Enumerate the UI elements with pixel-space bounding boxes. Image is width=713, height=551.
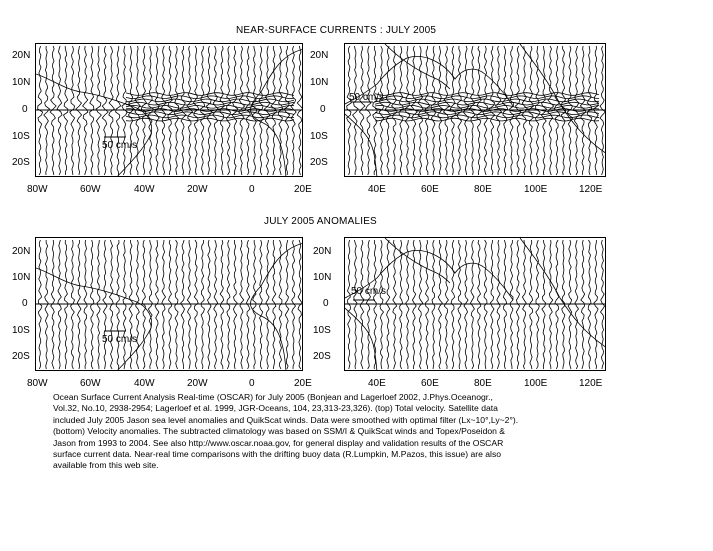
current-vector-stroke xyxy=(122,46,128,175)
current-vector-stroke xyxy=(536,240,540,369)
current-vector-stroke xyxy=(496,46,502,175)
current-vector-stroke xyxy=(418,46,423,175)
current-vector-stroke xyxy=(240,240,244,369)
current-vector-stroke xyxy=(497,240,500,369)
current-vector-stroke xyxy=(76,46,82,175)
current-vector-stroke xyxy=(109,46,115,175)
current-vector-stroke xyxy=(463,46,469,175)
lon-label: 40E xyxy=(368,378,386,389)
current-vector-stroke xyxy=(84,240,87,369)
current-vector-stroke xyxy=(588,240,591,369)
current-vector-stroke xyxy=(587,46,592,175)
current-vector-stroke xyxy=(247,240,250,369)
current-vector-stroke xyxy=(208,240,212,369)
current-vector-stroke xyxy=(38,46,43,175)
current-vector-stroke xyxy=(347,46,352,175)
lat-label: 20S xyxy=(12,157,30,168)
current-vector-stroke xyxy=(64,46,68,175)
lat-label: 20S xyxy=(313,351,331,362)
scale-label: 50 cm/s xyxy=(349,92,385,103)
current-vector-stroke xyxy=(601,240,605,369)
caption-line: surface current data. Near-real time comparisons with the drifting buoy data (R.Lumpkin, M.Pazos, this issue) are also xyxy=(53,449,502,460)
current-vector-stroke xyxy=(227,240,230,369)
current-vector-stroke xyxy=(90,46,94,175)
lat-label: 20N xyxy=(12,246,31,257)
current-vector-stroke xyxy=(444,240,448,369)
current-vector-stroke xyxy=(70,46,75,175)
lon-label: 60W xyxy=(80,378,101,389)
lon-label: 60E xyxy=(421,378,439,389)
current-vector-stroke xyxy=(575,240,579,369)
caption-line: available from this web site. xyxy=(53,460,159,471)
current-vector-stroke xyxy=(555,240,559,369)
current-vector-stroke xyxy=(128,46,134,175)
panel-top-atlantic xyxy=(35,43,303,177)
current-vector-stroke xyxy=(193,46,199,175)
caption-line: Vol.32, No.10, 2938-2954; Lagerloef et al. 1999, JGR-Oceans, 104, 23,313-23,326). (top) Total velocity. Satellite data xyxy=(53,403,498,414)
current-vector-stroke xyxy=(194,240,198,369)
current-vector-stroke xyxy=(450,46,455,175)
lon-label: 80W xyxy=(27,184,48,195)
vector-field xyxy=(36,238,303,371)
current-vector-stroke xyxy=(169,240,172,369)
current-vector-stroke xyxy=(102,46,108,175)
vector-field xyxy=(345,44,606,177)
current-vector-stroke xyxy=(529,46,534,175)
current-vector-stroke xyxy=(83,46,88,175)
lon-label: 80E xyxy=(474,184,492,195)
current-vector-stroke xyxy=(594,240,598,369)
current-vector-stroke xyxy=(471,240,475,369)
current-vector-stroke xyxy=(187,240,191,369)
current-vector-stroke xyxy=(126,93,294,96)
lon-label: 20W xyxy=(187,184,208,195)
panel-bottom-atlantic xyxy=(35,237,303,371)
lat-label: 20N xyxy=(313,246,332,257)
current-vector-stroke xyxy=(126,105,294,108)
current-vector-stroke xyxy=(568,240,572,369)
current-vector-stroke xyxy=(97,240,100,369)
lat-label: 0 xyxy=(323,298,329,309)
current-vector-stroke xyxy=(373,46,377,175)
current-vector-stroke xyxy=(96,46,101,175)
current-vector-stroke xyxy=(109,240,113,369)
current-vector-stroke xyxy=(162,240,166,369)
current-vector-stroke xyxy=(38,240,42,369)
current-vector-stroke xyxy=(432,240,435,369)
lon-label: 40E xyxy=(368,184,386,195)
current-vector-stroke xyxy=(103,240,107,369)
current-vector-stroke xyxy=(581,240,585,369)
current-vector-stroke xyxy=(594,46,599,175)
current-vector-stroke xyxy=(187,46,193,175)
scale-label: 50 cm/s xyxy=(102,140,138,151)
scale-label: 50 cm/s xyxy=(102,334,138,345)
current-vector-stroke xyxy=(529,240,533,369)
current-vector-stroke xyxy=(50,46,56,175)
current-vector-stroke xyxy=(129,240,133,369)
lat-label: 10S xyxy=(310,131,328,142)
lon-label: 20W xyxy=(187,378,208,389)
lat-label: 20S xyxy=(310,157,328,168)
lon-label: 20E xyxy=(294,378,312,389)
current-vector-stroke xyxy=(516,46,521,175)
current-vector-stroke xyxy=(116,46,121,175)
lat-label: 10N xyxy=(310,77,329,88)
lon-label: 60W xyxy=(80,184,101,195)
current-vector-stroke xyxy=(214,240,218,369)
current-vector-stroke xyxy=(233,240,237,369)
current-vector-stroke xyxy=(161,46,167,175)
current-vector-stroke xyxy=(522,240,526,369)
current-vector-stroke xyxy=(490,240,494,369)
caption xyxy=(53,392,613,472)
lat-label: 10N xyxy=(12,77,31,88)
current-vector-stroke xyxy=(451,240,455,369)
vector-field xyxy=(345,238,606,371)
lon-label: 100E xyxy=(524,378,548,389)
caption-line: (bottom) Velocity anomalies. The subtracted climatology was based on SSM/I & QuikScat winds and Topex/Poseidon & xyxy=(53,426,506,437)
current-vector-stroke xyxy=(64,240,67,369)
current-vector-stroke xyxy=(278,46,282,175)
current-vector-stroke xyxy=(142,240,145,369)
lon-label: 0 xyxy=(249,378,255,389)
current-vector-stroke xyxy=(386,240,390,369)
current-vector-stroke xyxy=(354,240,357,369)
lat-label: 10S xyxy=(313,325,331,336)
lat-label: 0 xyxy=(22,104,28,115)
lon-label: 80W xyxy=(27,378,48,389)
title-top: NEAR-SURFACE CURRENTS : JULY 2005 xyxy=(236,25,437,36)
current-vector-stroke xyxy=(399,46,403,175)
current-vector-stroke xyxy=(58,240,62,369)
caption-line: Ocean Surface Current Analysis Real-time (OSCAR) for July 2005 (Bonjean and Lagerloef 2002, J.Phys.Oceanogr., xyxy=(53,392,493,402)
caption-line: Jason from 1993 to 2004. See also http://www.oscar.noaa.gov, for general display and validation results of the OSCAR xyxy=(53,437,504,448)
current-vector-stroke xyxy=(431,46,436,175)
current-vector-stroke xyxy=(406,240,409,369)
caption-line: included July 2005 Jason sea level anomalies and QuikScat winds. Data were smoothed with optimal filter (Lx~10°,Ly~2°). xyxy=(53,414,519,425)
vector-field xyxy=(36,44,303,177)
current-vector-stroke xyxy=(285,240,289,369)
current-vector-stroke xyxy=(464,240,468,369)
current-vector-stroke xyxy=(258,46,264,175)
current-vector-stroke xyxy=(426,240,429,369)
lat-label: 10N xyxy=(12,272,31,283)
current-vector-stroke xyxy=(503,240,506,369)
current-vector-stroke xyxy=(174,46,179,175)
lat-label: 0 xyxy=(22,298,28,309)
current-vector-stroke xyxy=(483,46,488,175)
current-vector-stroke xyxy=(116,240,119,369)
current-vector-stroke xyxy=(412,240,416,369)
current-vector-stroke xyxy=(478,240,481,369)
current-vector-stroke xyxy=(155,240,159,369)
lon-label: 0 xyxy=(249,184,255,195)
current-vector-stroke xyxy=(266,240,269,369)
current-vector-stroke xyxy=(297,46,303,175)
current-vector-stroke xyxy=(45,240,49,369)
current-vector-stroke xyxy=(260,240,263,369)
current-vector-stroke xyxy=(253,240,256,369)
current-vector-stroke xyxy=(51,240,55,369)
current-vector-stroke xyxy=(458,240,462,369)
current-vector-stroke xyxy=(561,46,565,175)
current-vector-stroke xyxy=(375,102,599,105)
current-vector-stroke xyxy=(220,240,224,369)
current-vector-stroke xyxy=(405,46,410,175)
current-vector-stroke xyxy=(510,240,513,369)
current-vector-stroke xyxy=(91,240,94,369)
lon-label: 120E xyxy=(579,184,603,195)
lon-label: 20E xyxy=(294,184,312,195)
current-vector-stroke xyxy=(284,46,290,175)
current-vector-stroke xyxy=(126,96,294,99)
current-vector-stroke xyxy=(44,46,50,175)
current-vector-stroke xyxy=(516,240,519,369)
current-vector-stroke xyxy=(366,240,370,369)
lat-label: 20N xyxy=(310,50,329,61)
lat-label: 10S xyxy=(12,325,30,336)
current-vector-stroke xyxy=(201,240,204,369)
current-vector-stroke xyxy=(380,240,384,369)
current-vector-stroke xyxy=(220,46,225,175)
current-vector-stroke xyxy=(148,240,152,369)
current-vector-stroke xyxy=(123,240,126,369)
lon-label: 80E xyxy=(474,378,492,389)
title-bottom: JULY 2005 ANOMALIES xyxy=(264,216,377,227)
scale-label: 50 cm/s xyxy=(351,286,387,297)
current-vector-stroke xyxy=(348,240,351,369)
current-vector-stroke xyxy=(71,240,75,369)
current-vector-stroke xyxy=(175,240,179,369)
lat-label: 10S xyxy=(12,131,30,142)
current-vector-stroke xyxy=(484,240,487,369)
current-vector-stroke xyxy=(154,46,159,175)
current-vector-stroke xyxy=(252,46,256,175)
panel-top-indian xyxy=(344,43,606,177)
current-vector-stroke xyxy=(502,46,507,175)
current-vector-stroke xyxy=(469,46,475,175)
current-vector-stroke xyxy=(291,46,296,175)
lat-label: 10N xyxy=(313,272,332,283)
panel-bottom-indian xyxy=(344,237,606,371)
current-vector-stroke xyxy=(353,46,359,175)
current-vector-stroke xyxy=(549,240,553,369)
current-vector-stroke xyxy=(279,240,282,369)
current-vector-stroke xyxy=(181,240,185,369)
lat-label: 0 xyxy=(320,104,326,115)
current-vector-stroke xyxy=(359,46,365,175)
current-vector-stroke xyxy=(77,240,81,369)
current-vector-stroke xyxy=(226,46,230,175)
current-vector-stroke xyxy=(292,240,296,369)
lon-label: 120E xyxy=(579,378,603,389)
lat-label: 20S xyxy=(12,351,30,362)
current-vector-stroke xyxy=(298,240,302,369)
lon-label: 60E xyxy=(421,184,439,195)
current-vector-stroke xyxy=(141,46,146,175)
current-vector-stroke xyxy=(57,46,62,175)
lon-label: 40W xyxy=(134,378,155,389)
lat-label: 20N xyxy=(12,50,31,61)
current-vector-stroke xyxy=(400,240,403,369)
current-vector-stroke xyxy=(126,115,294,118)
current-vector-stroke xyxy=(600,46,605,175)
current-vector-stroke xyxy=(418,240,422,369)
current-vector-stroke xyxy=(272,240,276,369)
current-vector-stroke xyxy=(366,46,371,175)
lon-label: 100E xyxy=(524,184,548,195)
lon-label: 40W xyxy=(134,184,155,195)
current-vector-stroke xyxy=(379,46,384,175)
current-vector-stroke xyxy=(542,240,546,369)
current-vector-stroke xyxy=(360,240,364,369)
